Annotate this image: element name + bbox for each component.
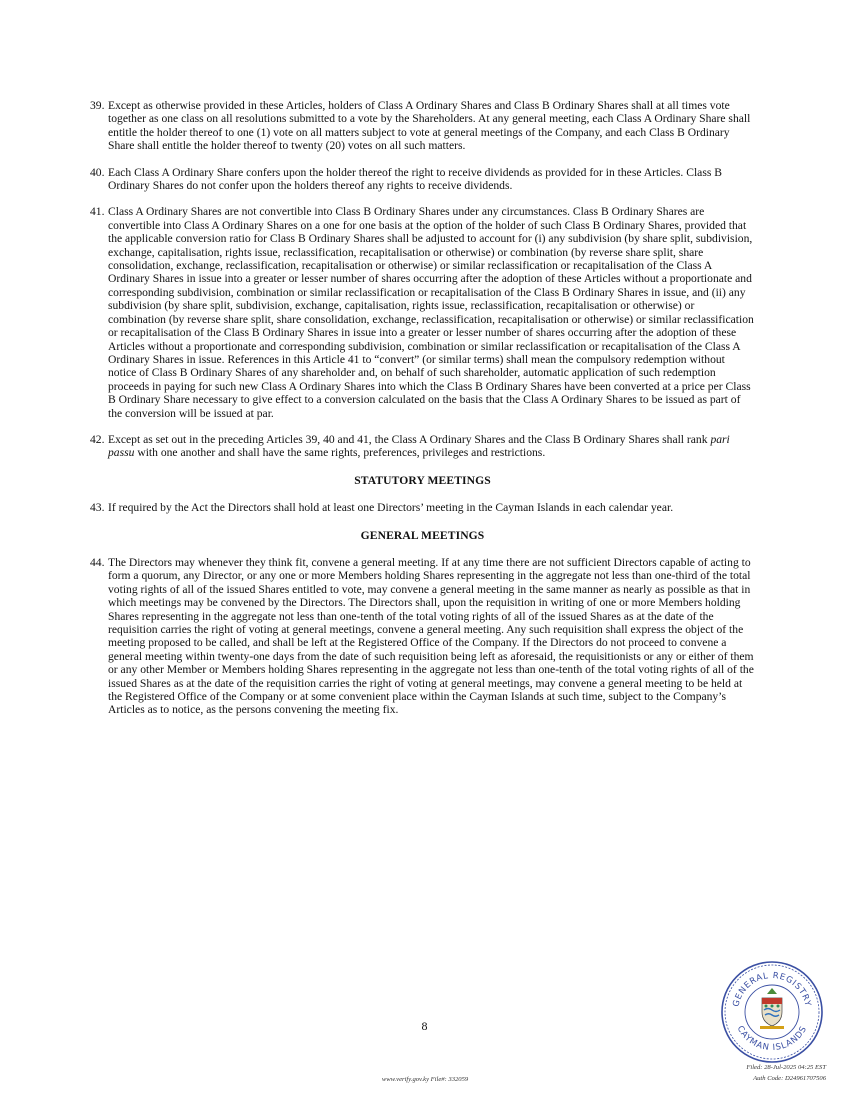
seal-top-text: GENERAL REGISTRY [731, 970, 813, 1008]
article-text: The Directors may whenever they think fit, convene a general meeting. If at any time there are not sufficient Directors capable of acting to form a quorum, any Director, or any one or more Members holding Shares representing in the aggregate not less than one-third of the total voting rights of all of the issued Shares entitled to vote, may convene a general meeting in the same manner as nearly as possible as that in which meetings may be convened by the Directors. The Directors shall, upon the requisition in writing of one or more Members holding Shares representing in the aggregate not less than one-tenth of the total voting rights of all of the issued Shares as at the date of the requisition carries the right of voting at general meetings, convene a general meeting. Any such requisition shall express the object of the meeting proposed to be called, and shall be left at the Registered Office of the Company. If the Directors do not proceed to convene a general meeting within twenty-one days from the date of such requisition being left as aforesaid, the requisitionists or any or either of them or any other Member or Members holding Shares representing in the aggregate not less than one-tenth of the total voting rights of all of the issued Shares as at the date of the requisition carries the right of voting at general meetings, may convene a general meeting to be held at the Registered Office of the Company or at some convenient place within the Cayman Islands at such time, subject to the Company’s Articles as to notice, as the persons convening the meeting fix. [108, 555, 754, 717]
article-44 [90, 556, 755, 717]
article-number: 40. [90, 165, 105, 179]
heading-statutory-meetings: STATUTORY MEETINGS [354, 473, 491, 487]
auth-code: Auth Code: D24961707506 [753, 1075, 826, 1082]
heading-general-meetings: GENERAL MEETINGS [360, 528, 485, 542]
article-text [108, 433, 755, 460]
text-after: with one another and shall have the same rights, preferences, privileges and restrictions. [134, 446, 546, 460]
article-43 [90, 501, 755, 514]
article-40 [90, 166, 755, 193]
verify-footer: www.verify.gov.ky File#: 332059 [381, 1076, 469, 1083]
article-39 [90, 99, 755, 153]
article-text: Class A Ordinary Shares are not convertible into Class B Ordinary Shares under any circumstances. Class B Ordinary Shares are convertible into Class A Ordinary Shares on a one for one basis at the option of the holder of such Class B Ordinary Shares, provided that the applicable conversion ratio for Class B Ordinary Shares shall be adjusted to account for (i) any subdivision (by share split, subdivision, exchange, capitalisation, rights issue, reclassification, recapitalisation or otherwise) or combination (by reverse share split, share consolidation, exchange, reclassification, recapitalisation or otherwise) or similar reclassification or recapitalisation of the Class A Ordinary Shares in issue into a greater or lesser number of shares occurring after the adoption of these Articles without a proportionate and corresponding subdivision, combination or similar reclassification or recapitalisation of the Class B Ordinary Shares in issue, and (ii) any subdivision (by share split, subdivision, exchange, capitalisation, rights issue, reclassification, recapitalisation or otherwise) or combination (by reverse share split, share consolidation, exchange, reclassification, recapitalisation or otherwise) or similar reclassification or recapitalisation of the Class B Ordinary Shares in issue into a greater or lesser number of shares occurring after the adoption of these Articles without a proportionate and corresponding subdivision, combination or similar reclassification or recapitalisation of the Class A Ordinary Shares in issue. References in this Article 41 to “convert” (or similar terms) shall mean the compulsory redemption without notice of Class B Ordinary Shares of any shareholder and, on behalf of such shareholder, automatic application of such redemption proceeds in paying for such new Class A Ordinary Shares into which the Class B Ordinary Shares have been converted at a price per Class B Ordinary Share necessary to give effect to a conversion calculated on the basis that the Class A Ordinary Shares to be issued as part of the conversion will be issued at par. [108, 205, 754, 420]
article-text: Each Class A Ordinary Share confers upon the holder thereof the right to receive dividends as provided for in these Articles. Class B Ordinary Shares do not confer upon the holders thereof any rights to receive dividends. [108, 165, 722, 193]
article-42 [90, 433, 755, 460]
article-text: If required by the Act the Directors shall hold at least one Directors’ meeting in the Cayman Islands in each calendar year. [108, 501, 674, 515]
seal-bottom-text: CAYMAN ISLANDS [734, 1024, 810, 1054]
article-41 [90, 205, 755, 420]
article-number: 39. [90, 99, 105, 112]
coat-of-arms-icon [760, 988, 784, 1029]
article-number: 41. [90, 205, 105, 219]
article-number: 44. [90, 555, 105, 569]
document-body [90, 99, 755, 730]
article-number: 42. [90, 432, 105, 446]
filed-date: Filed: 28-Jul-2025 04:25 EST [746, 1064, 826, 1071]
article-number: 43. [90, 501, 105, 515]
article-text: Except as otherwise provided in these Articles, holders of Class A Ordinary Shares and Class B Ordinary Shares shall at all times vote together as one class on all resolutions submitted to a vote by the Shareholders. At any general meeting, each Class A Ordinary Share shall entitle the holder thereof to one (1) vote on all matters subject to vote at general meetings of the Company, and each Class B Ordinary Share shall entitle the holder thereof to twenty (20) votes on all such matters. [108, 99, 751, 153]
text-italic: pari passu [108, 432, 730, 460]
page-number: 8 [421, 1019, 428, 1033]
registry-seal-icon [720, 960, 824, 1064]
filing-info [700, 1062, 826, 1084]
text-before: Except as set out in the preceding Articles 39, 40 and 41, the Class A Ordinary Shares and the Class B Ordinary Shares shall rank [108, 432, 711, 446]
